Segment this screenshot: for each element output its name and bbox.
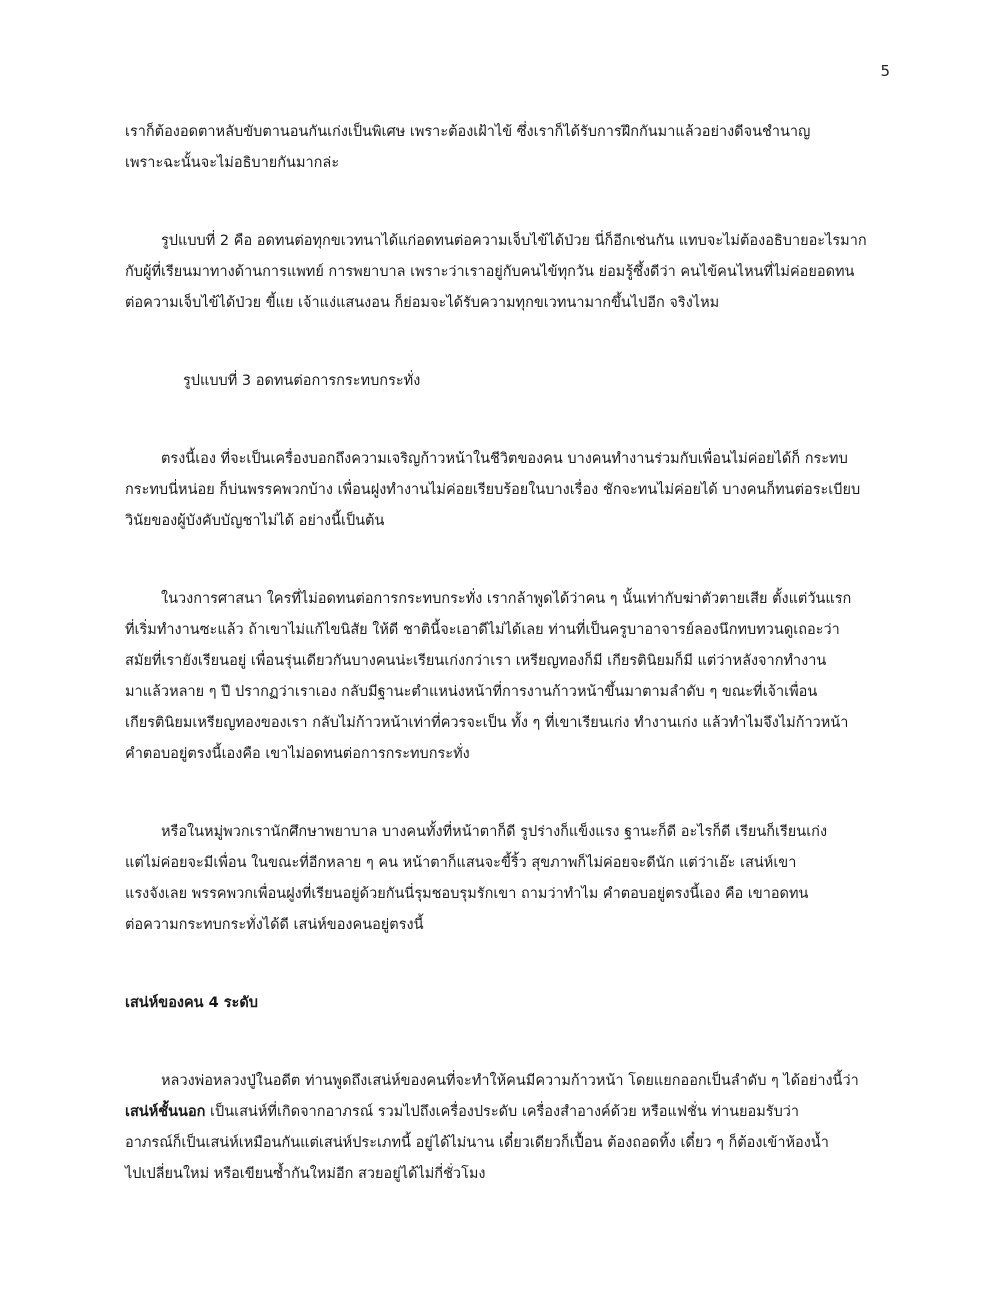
paragraph-line: กระทบนี่หน่อย ก็บ่นพรรคพวกบ้าง เพื่อนฝูงทำงานไม่ค่อยเรียบร้อยในบางเรื่อง ชักจะทนไม่ค่อยได้ บางคนก็ทนต่อระเบียบ <box>125 482 861 498</box>
paragraph-line: แรงจังเลย พรรคพวกเพื่อนฝูงที่เรียนอยู่ด้วยกันนี่รุมชอบรุมรักเขา ถามว่าทำไม คำตอบอยู่ตรงนี้เอง คือ เขาอดทน <box>125 886 809 902</box>
paragraph-line-text: รูปแบบที่ 2 คือ อดทนต่อทุกขเวทนาได้แก่อดทนต่อความเจ็บไข้ได้ป่วย นี่ก็อีกเช่นกัน แทบจะไม่ต้องอธิบายอะไรมาก <box>161 233 867 249</box>
paragraph-line: มาแล้วหลาย ๆ ปี ปรากฏว่าเราเอง กลับมีฐานะตำแหน่งหน้าที่การงานก้าวหน้าขึ้นมาตามลำดับ ๆ ขณะที่เจ้าเพื่อน <box>125 684 818 700</box>
paragraph-line: เกียรตินิยมเหรียญทองของเรา กลับไม่ก้าวหน้าเท่าที่ควรจะเป็น ทั้ง ๆ ที่เขาเรียนเก่ง ทำงานเก่ง แล้วทำไมจึงไม่ก้าวหน้า <box>125 715 849 731</box>
section-heading: เสน่ห์ของคน 4 ระดับ <box>125 995 258 1011</box>
paragraph-line <box>125 226 895 257</box>
paragraph-7 <box>125 1066 895 1190</box>
paragraph-line: สมัยที่เรายังเรียนอยู่ เพื่อนรุ่นเดียวกันบางคนน่ะเรียนเก่งกว่าเรา เหรียญทองก็มี เกียรตินิยมก็มี แต่ว่าหลังจากทำงาน <box>125 653 827 669</box>
paragraph-line <box>125 817 895 848</box>
paragraph-line: ไปเปลี่ยนใหม่ หรือเขียนซ้ำกันใหม่อีก สวยอยู่ได้ไม่กี่ชั่วโมง <box>125 1166 486 1182</box>
paragraph-1 <box>125 117 895 179</box>
paragraph-line-text: หลวงพ่อหลวงปู่ในอดีต ท่านพูดถึงเสน่ห์ของคนที่จะทำให้คนมีความก้าวหน้า โดยแยกออกเป็นลำดับ ๆ ได้อย่างนี้ว่า <box>161 1073 859 1089</box>
bold-term: เสน่ห์ชั้นนอก <box>125 1104 206 1120</box>
paragraph-line-text: หรือในหมู่พวกเรานักศึกษาพยาบาล บางคนทั้งที่หน้าตาก็ดี รูปร่างก็แข็งแรง ฐานะก็ดี อะไรก็ดี เรียนก็เรียนเก่ง <box>161 824 828 840</box>
paragraph-3 <box>125 366 895 397</box>
paragraph-2 <box>125 226 895 319</box>
paragraph-line <box>125 444 895 475</box>
paragraph-line: เราก็ต้องอดตาหลับขับตานอนกันเก่งเป็นพิเศษ เพราะต้องเฝ้าไข้ ซึ่งเราก็ได้รับการฝึกกันมาแล้วอย่างดีจนชำนาญ <box>125 124 811 140</box>
paragraph-line: แต่ไม่ค่อยจะมีเพื่อน ในขณะที่อีกหลาย ๆ คน หน้าตาก็แสนจะขี้ริ้ว สุขภาพก็ไม่ค่อยจะดีนัก แต่ว่าเอ๊ะ เสน่ห์เขา <box>125 855 797 871</box>
document-body <box>125 117 895 1190</box>
paragraph-line: ต่อความเจ็บไข้ได้ป่วย ขี้แย เจ้าแง่แสนงอน ก็ย่อมจะได้รับความทุกขเวทนามากขึ้นไปอีก จริงไหม <box>125 295 720 311</box>
page-number: 5 <box>880 62 890 80</box>
paragraph-line-text: เป็นเสน่ห์ที่เกิดจากอาภรณ์ รวมไปถึงเครื่องประดับ เครื่องสำอางค์ด้วย หรือแฟชั่น ท่านยอมรับว่า <box>205 1104 800 1120</box>
paragraph-line-text: ตรงนี้เอง ที่จะเป็นเครื่องบอกถึงความเจริญก้าวหน้าในชีวิตของคน บางคนทำงานร่วมกับเพื่อนไม่ค่อยได้ก็ กระทบ <box>161 451 848 467</box>
paragraph-line: ที่เริ่มทำงานซะแล้ว ถ้าเขาไม่แก้ไขนิสัย ให้ดี ชาตินี้จะเอาดีไม่ได้เลย ท่านที่เป็นครูบาอาจารย์ลองนึกทบทวนดูเถอะว่า <box>125 622 840 638</box>
paragraph-line <box>125 366 895 397</box>
paragraph-line: วินัยของผู้บังคับบัญชาไม่ได้ อย่างนี้เป็นต้น <box>125 513 385 529</box>
paragraph-4 <box>125 444 895 537</box>
paragraph-line: เพราะฉะนั้นจะไม่อธิบายกันมากล่ะ <box>125 155 340 171</box>
paragraph-5 <box>125 584 895 770</box>
paragraph-line-text: ในวงการศาสนา ใครที่ไม่อดทนต่อการกระทบกระทั่ง เรากล้าพูดได้ว่าคน ๆ นั้นเท่ากับฆ่าตัวตายเสีย ตั้งแต่วันแรก <box>161 591 852 607</box>
paragraph-line <box>125 584 895 615</box>
paragraph-line: อาภรณ์ก็เป็นเสน่ห์เหมือนกันแต่เสน่ห์ประเภทนี้ อยู่ได้ไม่นาน เดี๋ยวเดียวก็เปื้อน ต้องถอดทิ้ง เดี๋ยว ๆ ก็ต้องเข้าห้องน้ำ <box>125 1135 829 1151</box>
paragraph-line-text: รูปแบบที่ 3 อดทนต่อการกระทบกระทั่ง <box>183 373 421 389</box>
paragraph-line: คำตอบอยู่ตรงนี้เองคือ เขาไม่อดทนต่อการกระทบกระทั่ง <box>125 746 470 762</box>
paragraph-line <box>125 1097 895 1128</box>
paragraph-line: กับผู้ที่เรียนมาทางด้านการแพทย์ การพยาบาล เพราะว่าเราอยู่กับคนไข้ทุกวัน ย่อมรู้ซึ้งดีว่า คนไข้คนไหนที่ไม่ค่อยอดทน <box>125 264 855 280</box>
paragraph-line: ต่อความกระทบกระทั่งได้ดี เสน่ห์ของคนอยู่ตรงนี้ <box>125 917 424 933</box>
paragraph-line <box>125 1066 895 1097</box>
paragraph-6 <box>125 817 895 941</box>
